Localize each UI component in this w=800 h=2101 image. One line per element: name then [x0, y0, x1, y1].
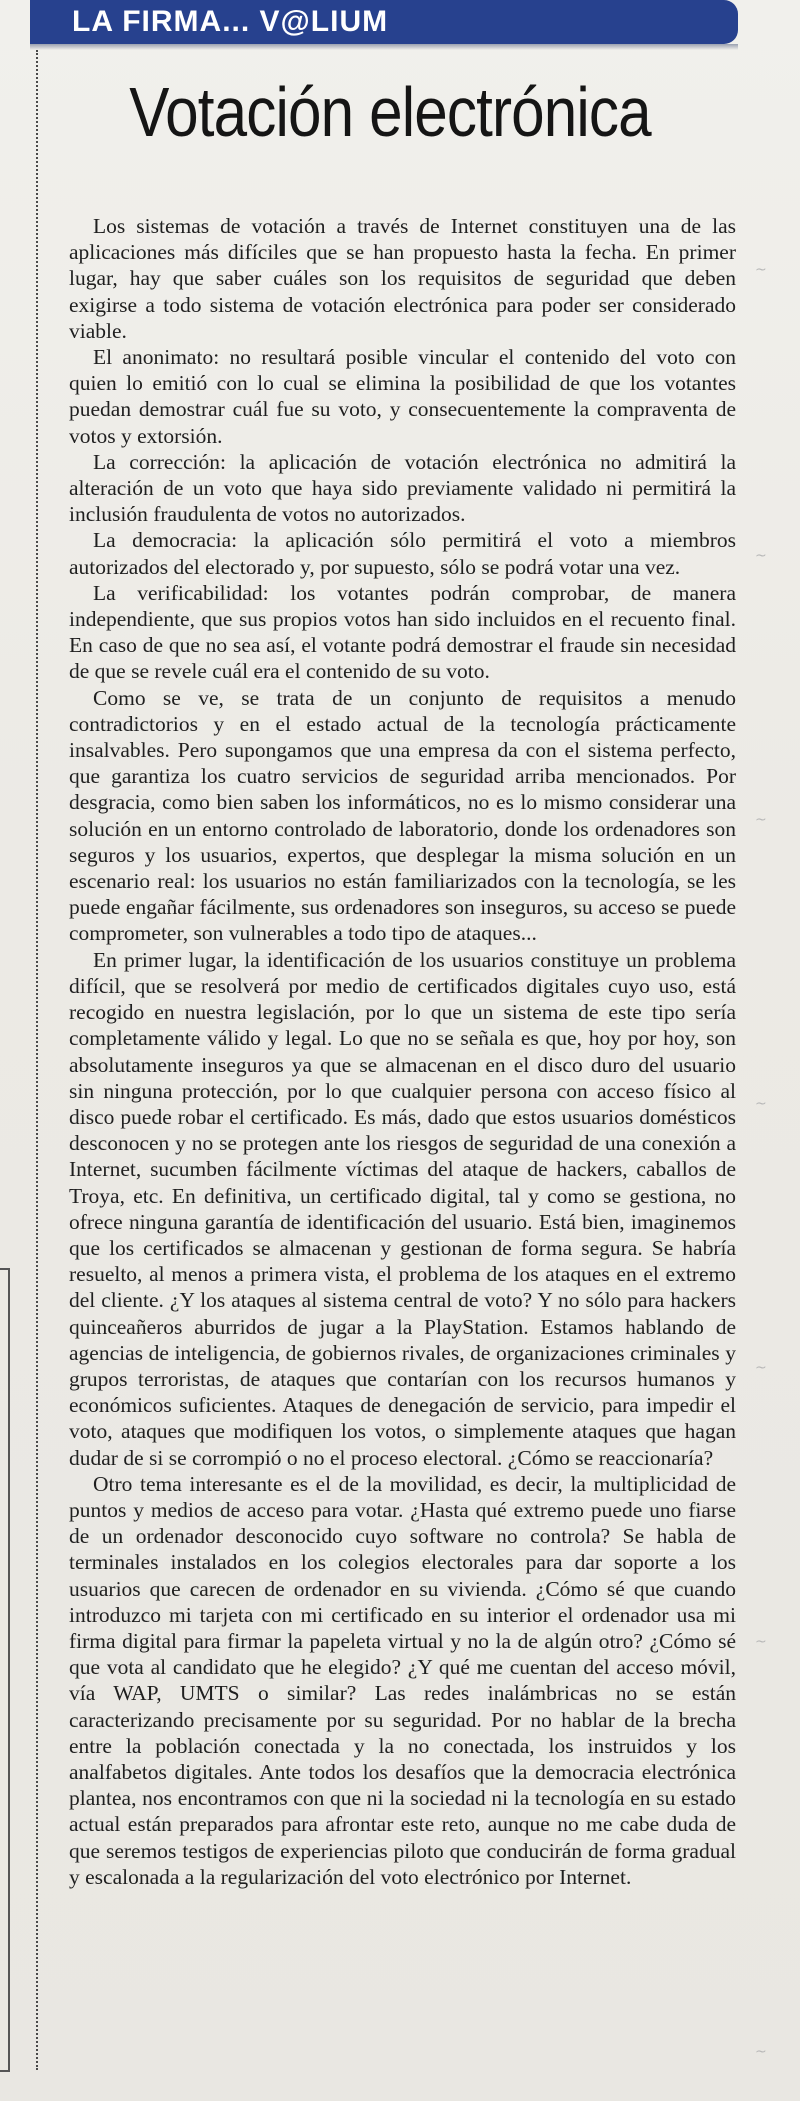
article-body: [69, 213, 736, 1890]
margin-smudge: ~: [755, 1634, 767, 1650]
section-banner: [30, 0, 738, 44]
margin-smudge: ~: [755, 1360, 767, 1376]
margin-smudge: ~: [755, 2044, 767, 2060]
adjacent-column-border: [0, 1268, 10, 2072]
banner-shadow: [30, 44, 738, 50]
section-label: LA FIRMA... V@LIUM: [72, 5, 389, 38]
article-paragraph-2: El anonimato: no resultará posible vincular el contenido del voto con quien lo emitió con lo cual se elimina la posibilidad de que los votantes puedan demostrar cuál fue su voto, y consecuentemente la compraventa de votos y extorsión.: [69, 345, 736, 448]
margin-smudge: ~: [755, 1096, 767, 1112]
article-paragraph-7: En primer lugar, la identificación de los usuarios constituye un problema difícil, que se resolverá por medio de certificados digitales cuyo uso, está recogido en nuestra legislación, por lo que un sistema de este tipo sería completamente válido y legal. Lo que no se señala es que, hoy por hoy, son absolutamente inseguros ya que se almacenan en el disco duro del usuario sin ninguna protección, por lo que cualquier persona con acceso físico al disco puede robar el certificado. Es más, dado que estos usuarios domésticos desconocen y no se protegen ante los riesgos de seguridad de una conexión a Internet, sucumben fácilmente víctimas del ataque de hackers, caballos de Troya, etc. En definitiva, un certificado digital, tal y como se gestiona, no ofrece ninguna garantía de identificación del usuario. Está bien, imaginemos que los certificados se almacenan y gestionan de forma segura. Se habría resuelto, al menos a primera vista, el problema de los ataques en el extremo del cliente. ¿Y los ataques al sistema central de voto? Y no sólo para hackers quinceañeros aburridos de jugar a la PlayStation. Estamos hablando de agencias de inteligencia, de gobiernos rivales, de organizaciones criminales y grupos terroristas, de ataques que contarían con los recursos humanos y económicos suficientes. Ataques de denegación de servicio, para impedir el voto, ataques que modifiquen los votos, o simplemente ataques que hagan dudar de si se corrompió o no el proceso electoral. ¿Cómo se reaccionaría?: [69, 947, 736, 1470]
margin-smudge: ~: [755, 812, 767, 828]
margin-smudge: ~: [755, 262, 767, 278]
column-divider: [36, 50, 38, 2070]
article-paragraph-6: Como se ve, se trata de un conjunto de requisitos a menudo contradictorios y en el estado actual de la tecnología prácticamente insalvables. Pero supongamos que una empresa da con el sistema perfecto, que garantiza los cuatro servicios de seguridad arriba mencionados. Por desgracia, como bien saben los informáticos, no es lo mismo considerar una solución en un entorno controlado de laboratorio, donde los ordenadores son seguros y los usuarios, expertos, que desplegar la misma solución en un escenario real: los usuarios no están familiarizados con la tecnología, se les puede engañar fácilmente, sus ordenadores son inseguros, su acceso se puede comprometer, son vulnerables a todo tipo de ataques...: [69, 685, 736, 946]
margin-smudge: ~: [755, 548, 767, 564]
article-paragraph-5: La verificabilidad: los votantes podrán comprobar, de manera independiente, que sus propios votos han sido incluidos en el recuento final. En caso de que no sea así, el votante podrá demostrar el fraude sin necesidad de que se revele cuál era el contenido de su voto.: [69, 580, 736, 684]
article-title: Votación electrónica: [129, 73, 651, 151]
article-paragraph-1: Los sistemas de votación a través de Internet constituyen una de las aplicaciones más difíciles que se han propuesto hasta la fecha. En primer lugar, hay que saber cuáles son los requisitos de seguridad que deben exigirse a todo sistema de votación electrónica para poder ser considerado viable.: [69, 214, 736, 343]
article-paragraph-4: La democracia: la aplicación sólo permitirá el voto a miembros autorizados del electorado y, por supuesto, sólo se podrá votar una vez.: [69, 528, 736, 579]
article-paragraph-3: La corrección: la aplicación de votación electrónica no admitirá la alteración de un voto que haya sido previamente validado ni permitirá la inclusión fraudulenta de votos no autorizados.: [69, 449, 736, 527]
article-paragraph-8: Otro tema interesante es el de la movilidad, es decir, la multiplicidad de puntos y medios de acceso para votar. ¿Hasta qué extremo puede uno fiarse de un ordenador desconocido cuyo software no controla? Se habla de terminales instalados en los colegios electorales para dar soporte a los usuarios que carecen de ordenador en su vivienda. ¿Cómo sé que cuando introduzco mi tarjeta con mi certificado en su interior el ordenador usa mi firma digital para firmar la papeleta virtual y no la de algún otro? ¿Cómo sé que vota al candidato que he elegido? ¿Y qué me cuentan del acceso móvil, vía WAP, UMTS o similar? Las redes inalámbricas no se están caracterizando precisamente por su seguridad. Por no hablar de la brecha entre la población conectada y la no conectada, los instruidos y los analfabetos digitales. Ante todos los desafíos que la democracia electrónica plantea, nos encontramos con que ni la sociedad ni la tecnología en su estado actual están preparados para afrontar este reto, aunque no me cabe duda de que seremos testigos de experiencias piloto que conducirán de forma gradual y escalonada a la regularización del voto electrónico por Internet.: [69, 1471, 736, 1889]
